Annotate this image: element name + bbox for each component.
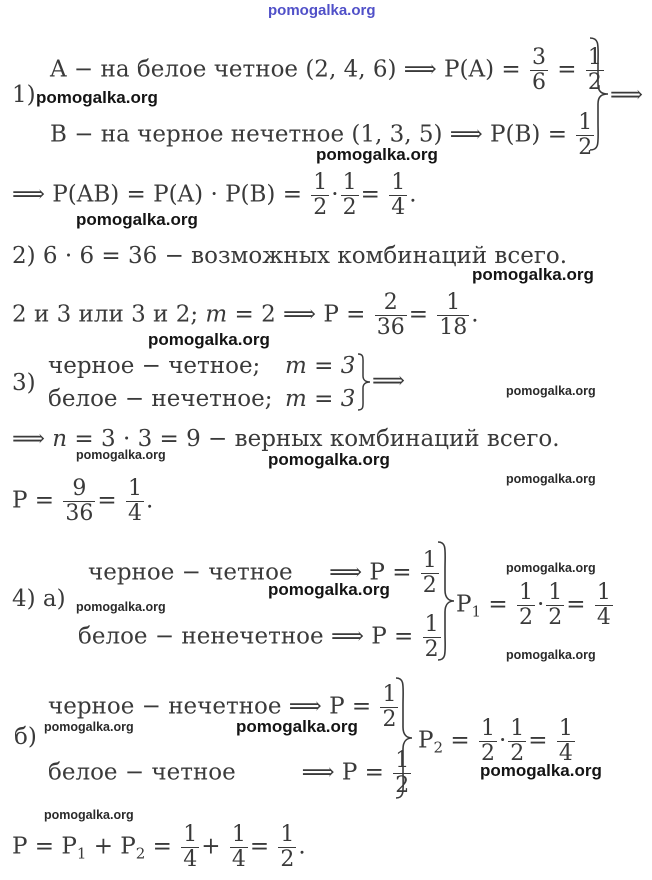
right-brace-icon: [394, 676, 414, 800]
watermark: pomogalka.org: [76, 448, 166, 462]
p4a-result: $P_1$ = $\frac{1}{2}$ · $\frac{1}{2}$ = $\frac{1}{4}$: [456, 580, 611, 630]
p4a-line2: белое − ненечетное ⟹ P = $\frac{1}{2}$: [78, 612, 439, 662]
p4a-line1: черное − четное ⟹ P = $\frac{1}{2}$: [88, 548, 437, 598]
watermark: pomogalka.org: [506, 472, 596, 486]
watermark: pomogalka.org: [44, 808, 134, 822]
p1-line-b: B − на черное нечетное (1, 3, 5) ⟹ P(B) = $\frac{1}{2}$: [50, 110, 593, 160]
fraction: $\frac{2}{36}$: [376, 290, 405, 340]
fraction: $\frac{1}{2}$: [510, 716, 525, 766]
p1-result: ⟹ P(AB) = P(A) · P(B) = $\frac{1}{2}$ · $\frac{1}{2}$ = $\frac{1}{4}$ .: [12, 170, 417, 220]
fraction: $\frac{1}{2}$: [342, 170, 357, 220]
right-brace-icon: [356, 352, 372, 412]
p3-m2: m = 3: [285, 386, 356, 412]
watermark: pomogalka.org: [76, 210, 198, 229]
fraction: $\frac{1}{4}$: [231, 822, 246, 872]
fraction: $\frac{1}{4}$: [558, 716, 573, 766]
watermark: pomogalka.org: [268, 580, 390, 599]
watermark-top: pomogalka.org: [268, 2, 376, 19]
p3-result: ⟹ n = 3 · 3 = 9 − верных комбинаций всего.: [12, 426, 560, 452]
p4a-number: 4) а): [12, 586, 66, 612]
p3-m1: m = 3: [285, 353, 356, 379]
p3-implies: ⟹: [372, 368, 405, 394]
p3-number: 3): [12, 370, 36, 396]
watermark: pomogalka.org: [36, 88, 158, 107]
p2-line2: 2 и 3 или 3 и 2; m = 2 ⟹ P = $\frac{2}{36}$ = $\frac{1}{18}$ .: [12, 290, 479, 340]
p3-line2: белое − нечетное;: [48, 386, 273, 412]
fraction: $\frac{1}{2}$: [280, 822, 295, 872]
watermark: pomogalka.org: [506, 561, 596, 575]
fraction: $\frac{1}{2}$: [382, 682, 397, 732]
fraction: $\frac{1}{2}$: [313, 170, 328, 220]
p1-number: 1): [12, 82, 36, 108]
p4b-line2: белое − четное ⟹ P = $\frac{1}{2}$: [48, 748, 410, 798]
final-result: $P = P_1 + P_2$ = $\frac{1}{4}$ + $\frac{1}{4}$ = $\frac{1}{2}$ .: [12, 822, 306, 872]
fraction: $\frac{1}{2}$: [424, 612, 439, 662]
fraction: $\frac{1}{4}$: [127, 476, 142, 526]
fraction: $\frac{3}{6}$: [531, 45, 546, 95]
fraction: $\frac{9}{36}$: [65, 476, 94, 526]
watermark: pomogalka.org: [480, 761, 602, 780]
p4b-line1: черное − нечетное ⟹ P = $\frac{1}{2}$: [48, 682, 397, 732]
watermark: pomogalka.org: [268, 450, 390, 469]
right-brace-icon: [436, 540, 456, 662]
right-brace-icon: [588, 36, 610, 152]
p3-line1: черное − четное;: [48, 353, 261, 379]
fraction: $\frac{1}{2}$: [518, 580, 533, 630]
p4b-result: $P_2$ = $\frac{1}{2}$ · $\frac{1}{2}$ = $\frac{1}{4}$: [418, 716, 573, 766]
p1-implies: ⟹: [610, 82, 643, 108]
p4b-number: б): [14, 724, 37, 750]
p3-probability: P = $\frac{9}{36}$ = $\frac{1}{4}$ .: [12, 476, 154, 526]
fraction: $\frac{1}{2}$: [395, 748, 410, 798]
watermark: pomogalka.org: [506, 384, 596, 398]
watermark: pomogalka.org: [316, 145, 438, 164]
fraction: $\frac{1}{4}$: [596, 580, 611, 630]
watermark: pomogalka.org: [236, 717, 358, 736]
fraction: $\frac{1}{2}$: [422, 548, 437, 598]
watermark: pomogalka.org: [148, 330, 270, 349]
p2-line1: 2) 6 · 6 = 36 − возможных комбинаций всего.: [12, 243, 568, 269]
watermark: pomogalka.org: [506, 648, 596, 662]
watermark: pomogalka.org: [76, 600, 166, 614]
fraction: $\frac{1}{4}$: [391, 170, 406, 220]
fraction: $\frac{1}{2}$: [578, 110, 593, 160]
fraction: $\frac{1}{2}$: [480, 716, 495, 766]
fraction: $\frac{1}{4}$: [183, 822, 198, 872]
watermark: pomogalka.org: [44, 720, 134, 734]
p1-line-a: A − на белое четное (2, 4, 6) ⟹ P(A) = $\frac{3}{6}$ = $\frac{1}{2}$: [50, 45, 602, 95]
fraction: $\frac{1}{18}$: [439, 290, 468, 340]
watermark: pomogalka.org: [472, 265, 594, 284]
fraction: $\frac{1}{2}$: [587, 45, 602, 95]
fraction: $\frac{1}{2}$: [548, 580, 563, 630]
